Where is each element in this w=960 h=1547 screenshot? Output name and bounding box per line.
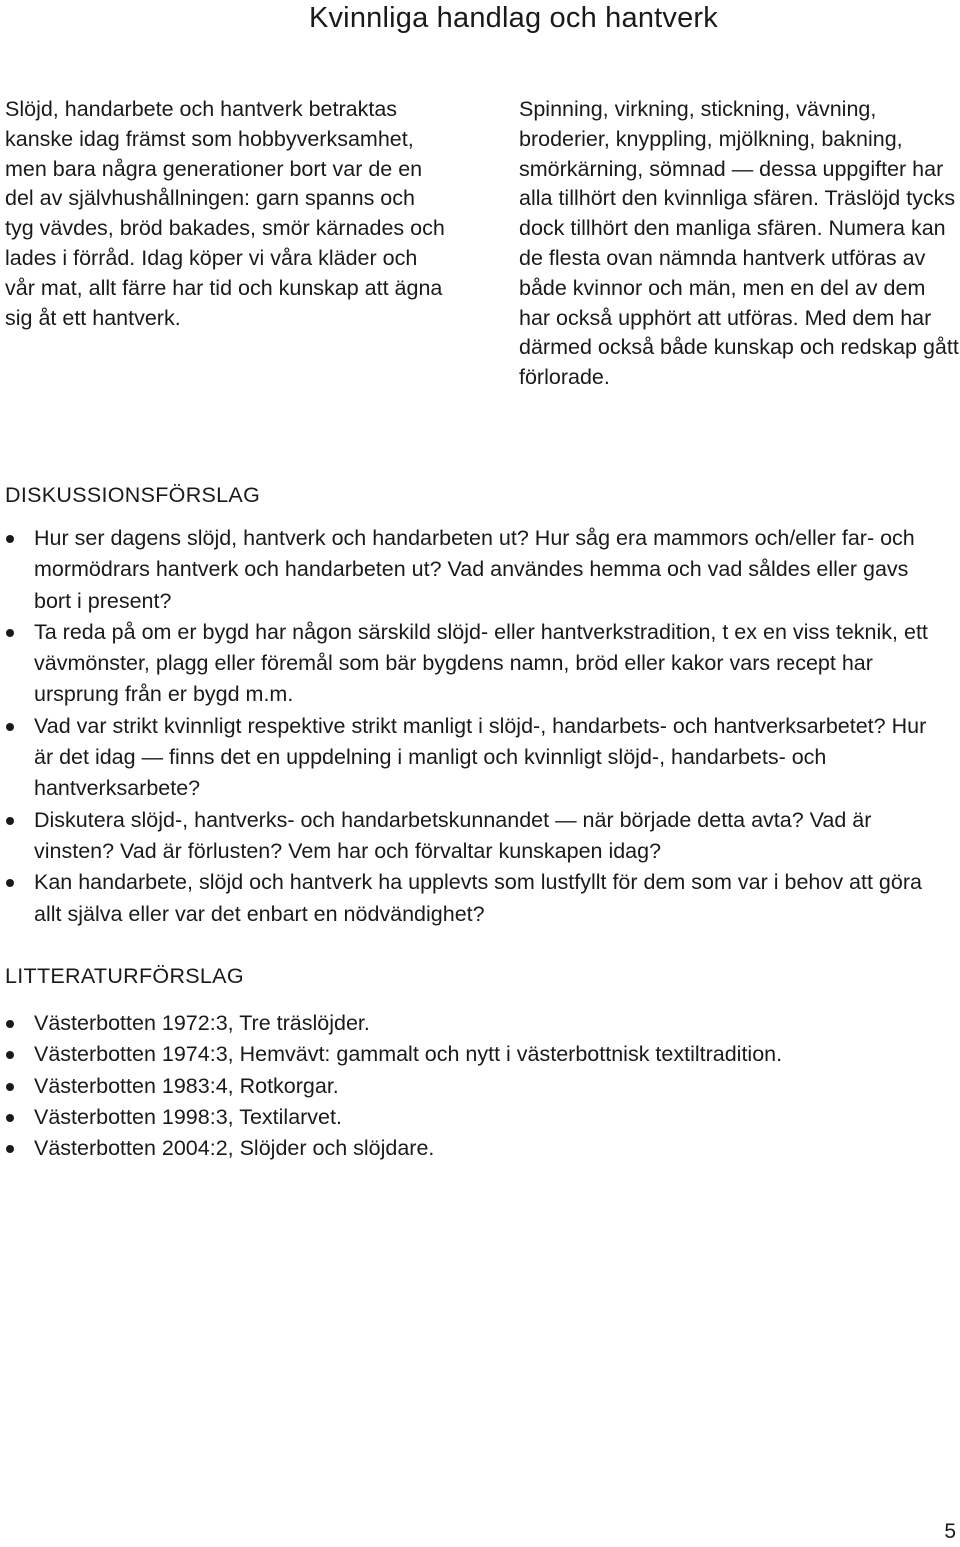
bullet-icon: [6, 817, 14, 825]
literature-list: [5, 1008, 950, 1164]
intro-left-paragraph: Slöjd, handarbete och hantverk betraktas kanske idag främst som hobbyverksamhet, men bara några generationer bort var de en del av självhushållningen: garn spanns och tyg vävdes, bröd bakades, smör kärnades och lades i förråd. Idag köper vi våra kläder och vår mat, allt färre har tid och kunskap att ägna sig åt ett hantverk.: [5, 97, 445, 330]
bullet-icon: [6, 1051, 14, 1059]
bullet-icon: [6, 629, 14, 637]
discussion-item-text: Diskutera slöjd-, hantverks- och handarbetskunnandet — när började detta avta? Vad är vinsten? Vad är förlusten? Vem har och förvaltar kunskapen idag?: [34, 807, 872, 863]
discussion-item-text: Kan handarbete, slöjd och hantverk ha upplevts som lustfyllt för dem som var i behov att göra allt själva eller var det enbart en nödvändighet?: [34, 870, 922, 926]
literature-item: [5, 1008, 950, 1039]
literature-item: [5, 1039, 950, 1070]
literature-item: [5, 1102, 950, 1133]
discussion-item: [5, 711, 950, 805]
literature-item: [5, 1071, 950, 1102]
discussion-item: [5, 805, 950, 868]
literature-heading: LITTERATURFÖRSLAG: [5, 964, 244, 988]
intro-right-paragraph: Spinning, virkning, stickning, vävning, broderier, knyppling, mjölkning, bakning, smörkärning, sömnad — dessa uppgifter har alla tillhört den kvinnliga sfären. Träslöjd tycks dock tillhört den manliga sfären. Numera kan de flesta ovan nämnda hantverk utföras av både kvinnor och män, men en del av dem har också upphört att utföras. Med dem har därmed också både kunskap och redskap gått förlorade.: [519, 97, 959, 390]
discussion-item: [5, 617, 950, 711]
literature-item-text: Västerbotten 2004:2, Slöjder och slöjdare.: [34, 1136, 435, 1161]
bullet-icon: [6, 723, 14, 731]
literature-item: [5, 1133, 950, 1164]
bullet-icon: [6, 535, 14, 543]
discussion-item: [5, 523, 950, 617]
literature-item-text: Västerbotten 1974:3, Hemvävt: gammalt och nytt i västerbottnisk textiltradition.: [34, 1042, 783, 1067]
discussion-heading: DISKUSSIONSFÖRSLAG: [5, 483, 261, 507]
literature-item-text: Västerbotten 1998:3, Textilarvet.: [34, 1104, 342, 1129]
page-number: 5: [944, 1520, 956, 1543]
discussion-item: [5, 867, 950, 930]
bullet-icon: [6, 879, 14, 887]
bullet-icon: [6, 1114, 14, 1122]
bullet-icon: [6, 1083, 14, 1091]
discussion-item-text: Vad var strikt kvinnligt respektive strikt manligt i slöjd-, handarbets- och hantverksarbetet? Hur är det idag — finns det en uppdelning i manligt och kvinnligt slöjd-, handarbets- och hantverksarbete?: [34, 713, 927, 801]
discussion-item-text: Ta reda på om er bygd har någon särskild slöjd- eller hantverkstradition, t ex en viss teknik, ett vävmönster, plagg eller föremål som bär bygdens namn, bröd eller kakor vars recept har ursprung från er bygd m.m.: [34, 619, 928, 707]
literature-item-text: Västerbotten 1983:4, Rotkorgar.: [34, 1073, 339, 1098]
bullet-icon: [6, 1145, 14, 1153]
bullet-icon: [6, 1020, 14, 1028]
page-title: Kvinnliga handlag och hantverk: [308, 2, 718, 34]
discussion-list: [5, 523, 950, 930]
literature-item-text: Västerbotten 1972:3, Tre träslöjder.: [34, 1011, 370, 1035]
discussion-item-text: Hur ser dagens slöjd, hantverk och handarbeten ut? Hur såg era mammors och/eller far- och mormödrars hantverk och handarbeten ut? Vad användes hemma och vad såldes eller gavs bort i present?: [34, 526, 915, 613]
